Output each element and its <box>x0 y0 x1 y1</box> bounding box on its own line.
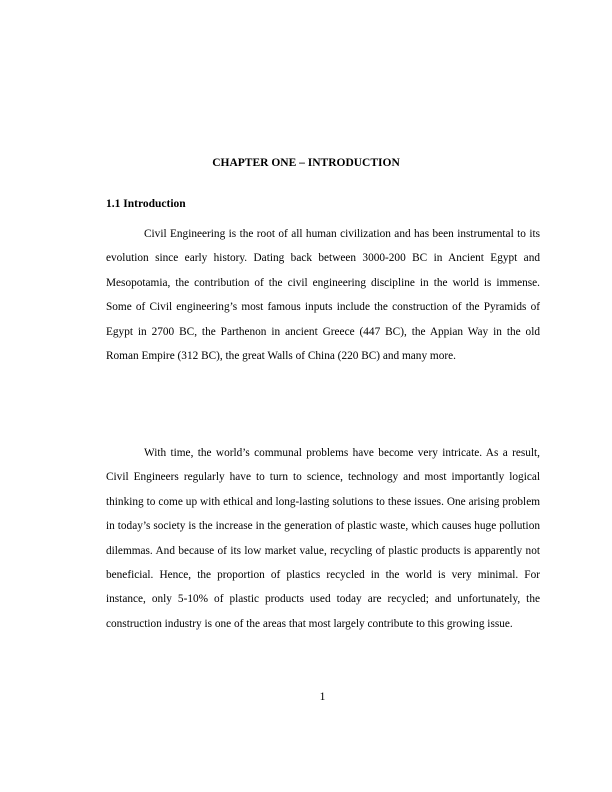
chapter-title: CHAPTER ONE – INTRODUCTION <box>212 157 400 169</box>
page-number: 1 <box>319 691 326 703</box>
paragraph-introduction: Civil Engineering is the root of all human civilization and has been instrumental to its evolution since early history. Dating back between 3000-200 BC in Ancient Egypt and Mesopotamia, the contribution of the civil engineering discipline in the world is immense. Some of Civil engineering’s most famous inputs include the construction of the Pyramids of Egypt in 2700 BC, the Parthenon in ancient Greece (447 BC), the Appian Way in the old Roman Empire (312 BC), the great Walls of China (220 BC) and many more. <box>106 228 540 363</box>
paragraph-plastic-waste: With time, the world’s communal problems have become very intricate. As a result, Civil Engineers regularly have to turn to science, technology and most importantly logical thinking to come up with ethical and long-lasting solutions to these issues. One arising problem in today’s society is the increase in the generation of plastic waste, which causes huge pollution dilemmas. And because of its low market value, recycling of plastic products is apparently not beneficial. Hence, the proportion of plastics recycled in the world is very minimal. For instance, only 5-10% of plastic products used today are recycled; and unfortunately, the construction industry is one of the areas that most largely contribute to this growing issue. <box>106 447 540 630</box>
section-heading: 1.1 Introduction <box>106 198 186 210</box>
